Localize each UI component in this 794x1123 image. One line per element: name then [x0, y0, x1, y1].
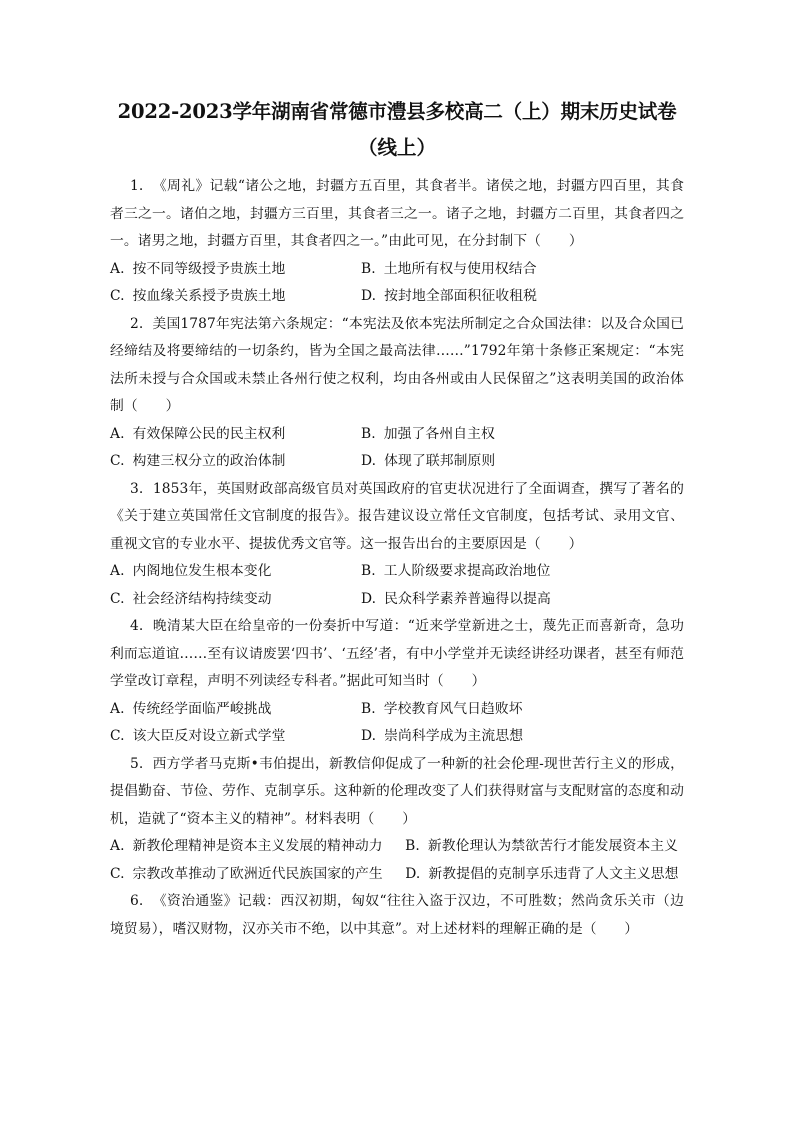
- question-number: 1.: [130, 178, 144, 194]
- question-options: [110, 696, 684, 751]
- question-number: 2.: [130, 315, 144, 332]
- question-4: [110, 613, 684, 751]
- question-number: 5.: [130, 755, 144, 772]
- option-d[interactable]: D. 体现了联邦制原则: [361, 453, 496, 469]
- option-a[interactable]: A. 新教伦理精神是资本主义发展的精神动力: [110, 838, 383, 854]
- question-number: 6.: [130, 893, 144, 909]
- question-3: [110, 476, 684, 614]
- option-d[interactable]: D. 按封地全部面积征收租税: [361, 288, 538, 304]
- option-b[interactable]: B. 土地所有权与使用权结合: [361, 260, 537, 277]
- option-c[interactable]: C. 构建三权分立的政治体制: [110, 453, 286, 469]
- option-a[interactable]: A. 内阁地位发生根本变化: [110, 563, 272, 579]
- option-d[interactable]: D. 新教提倡的克制享乐违背了人文主义思想: [405, 865, 679, 882]
- question-text: 美国1787年宪法第六条规定：“本宪法及依本宪法所制定之合众国法律：以及合众国已经缔结及将要缔结的一切条约，皆为全国之最高法律……”1792年第十条修正案规定：“本宪法所未授与合众国或未禁止各州行使之权利，均由各州或由人民保留之”这表明美国的政治体制（ ）: [110, 315, 684, 414]
- question-options: [110, 833, 684, 888]
- option-c[interactable]: C. 该大臣反对设立新式学堂: [110, 728, 286, 744]
- option-c[interactable]: C. 社会经济结构持续变动: [110, 590, 272, 607]
- question-text: 晚清某大臣在给皇帝的一份奏折中写道：“近来学堂新进之士，蔑先正而喜新奇，急功利而忘道谊……至有议请废罢‘四书’、‘五经’者，有中小学堂并无读经讲经功课者，甚至有师范学堂改订章程，声明不列读经专科者。”据此可知当时（ ）: [110, 618, 684, 689]
- question-text: 《资治通鉴》记载：西汉初期，匈奴“往往入盗于汉边，不可胜数；然尚贪乐关市（边境贸易），嗜汉财物，汉亦关市不绝，以中其意”。对上述材料的理解正确的是（ ）: [110, 893, 684, 937]
- question-number: 3.: [130, 480, 144, 497]
- question-options: [110, 421, 684, 476]
- question-options: [110, 558, 684, 613]
- question-text: 1853年，英国财政部高级官员对英国政府的官吏状况进行了全面调查，撰写了著名的《关于建立英国常任文官制度的报告》。报告建议设立常任文官制度，包括考试、录用文官、重视文官的专业水平、提拔优秀文官等。这一报告出台的主要原因是（ ）: [110, 480, 684, 552]
- page-title: 2022-2023学年湖南省常德市澧县多校高二（上）期末历史试卷: [117, 100, 677, 123]
- option-c[interactable]: C. 宗教改革推动了欧洲近代民族国家的产生: [110, 865, 383, 882]
- question-text: 《周礼》记载“诸公之地，封疆方五百里，其食者半。诸侯之地，封疆方四百里，其食者三之一。诸伯之地，封疆方三百里，其食者三之一。诸子之地，封疆方二百里，其食者四之一。诸男之地，封疆方百里，其食者四之一。”由此可见，在分封制下（ ）: [110, 178, 684, 249]
- option-a[interactable]: A. 有效保障公民的民主权利: [110, 425, 286, 442]
- question-stem: [110, 311, 684, 421]
- option-b[interactable]: B. 新教伦理认为禁欲苦行才能发展资本主义: [405, 838, 679, 854]
- option-row-ab: [110, 833, 684, 861]
- page-subtitle: （线上）: [357, 136, 436, 159]
- question-6: [110, 888, 684, 943]
- option-row-cd: [110, 861, 684, 889]
- option-b[interactable]: B. 工人阶级要求提高政治地位: [361, 563, 551, 579]
- option-a[interactable]: A. 传统经学面临严峻挑战: [110, 700, 272, 717]
- question-options: [110, 256, 684, 311]
- question-number: 4.: [130, 618, 144, 634]
- question-5: [110, 751, 684, 889]
- question-text: 西方学者马克斯•韦伯提出，新教信仰促成了一种新的社会伦理-现世苦行主义的形成，提倡勤奋、节俭、劳作、克制享乐。这种新的伦理改变了人们获得财富与支配财富的态度和动机，造就了“资本主义的精神”。材料表明（ ）: [110, 755, 684, 827]
- option-d[interactable]: D. 崇尚科学成为主流思想: [361, 728, 524, 744]
- question-stem: [110, 888, 684, 943]
- question-2: [110, 311, 684, 476]
- question-1: [110, 173, 684, 311]
- question-stem: [110, 751, 684, 834]
- question-stem: [110, 613, 684, 696]
- option-c[interactable]: C. 按血缘关系授予贵族土地: [110, 288, 286, 304]
- option-b[interactable]: B. 学校教育风气日趋败坏: [361, 700, 523, 717]
- question-stem: [110, 173, 684, 256]
- question-stem: [110, 476, 684, 559]
- option-d[interactable]: D. 民众科学素养普遍得以提高: [361, 590, 551, 607]
- option-a[interactable]: A. 按不同等级授予贵族土地: [110, 260, 286, 277]
- option-b[interactable]: B. 加强了各州自主权: [361, 425, 495, 442]
